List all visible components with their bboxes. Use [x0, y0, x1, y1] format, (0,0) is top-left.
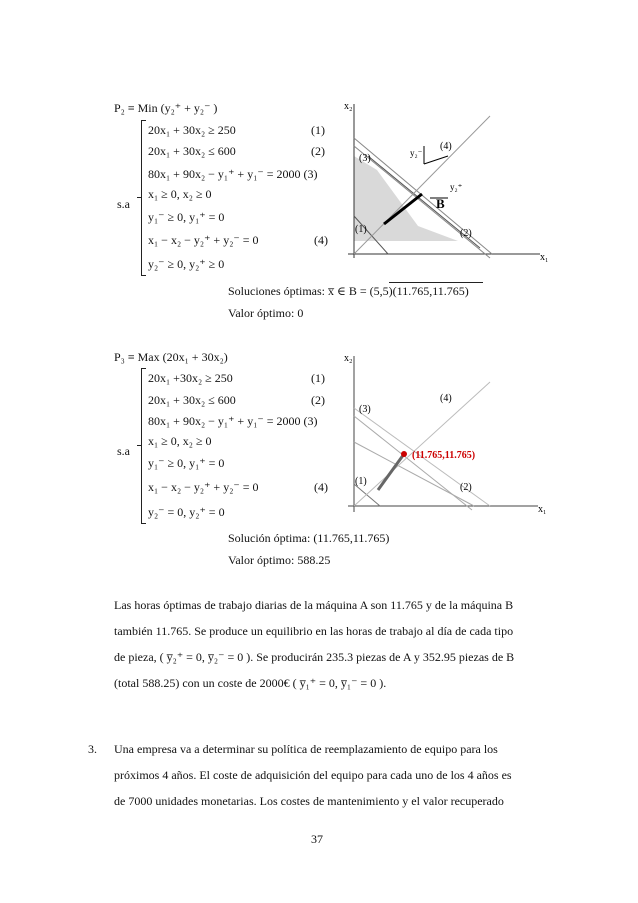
p3-graph-label-3: (3): [359, 404, 371, 415]
p3-constraint-6-tag: (4): [314, 480, 328, 494]
p2-solution: Soluciones óptimas: x̅ ∈ B = (5,5)(11.765,11.765): [228, 284, 469, 298]
p3-graph-axis-y: x₂: [344, 353, 353, 364]
paragraph-line: de pieza, ( y̅₂⁺ = 0, y̅₂⁻ = 0 ). Se producirán 235.3 piezas de A y 352.95 piezas de B: [114, 650, 515, 664]
p2-constraint-3: 80x₁ + 90x₂ − y₁⁺ + y₁⁻ = 2000 (3): [148, 167, 318, 181]
p2-graph-label-1: (1): [355, 224, 367, 235]
conclusion-paragraph: [114, 592, 550, 696]
p2-graph-vector-y2m: y₂⁻: [410, 148, 423, 158]
p2-optimal-value: Valor óptimo: 0: [228, 306, 304, 320]
p3-st-label: s.a: [117, 444, 130, 458]
p2-graph-label-3: (3): [359, 153, 371, 164]
p2-graph-label-4: (4): [440, 141, 452, 152]
p3-graph: [340, 350, 555, 520]
p2-constraint-6-tag: (4): [314, 233, 328, 247]
p2-st-label: s.a: [117, 197, 130, 211]
p3-constraint-2-tag: (2): [311, 393, 325, 407]
item-3-number: 3.: [88, 742, 97, 756]
p3-optimal-point: [401, 451, 407, 457]
p3-constraint-7: y₂⁻ = 0, y₂⁺ = 0: [148, 505, 225, 519]
p3-solution: Solución óptima: (11.765,11.765): [228, 531, 390, 545]
p3-constraint-4: x₁ ≥ 0, x₂ ≥ 0: [148, 434, 212, 448]
p3-optimal-value: Valor óptimo: 588.25: [228, 553, 331, 567]
p2-graph: [340, 98, 555, 268]
p2-constraint-6: x₁ − x₂ − y₂⁺ + y₂⁻ = 0: [148, 233, 259, 247]
p3-brace: [141, 368, 142, 524]
p3-constraint-5: y₁⁻ ≥ 0, y₁⁺ = 0: [148, 456, 225, 470]
p3-graph-axis-x: x₁: [538, 504, 547, 515]
item-3-line: Una empresa va a determinar su política de reemplazamiento de equipo para los: [114, 742, 498, 756]
p2-constraint-2-tag: (2): [311, 144, 325, 158]
p3-title: P₃ ≡ Max (20x₁ + 30x₂): [114, 350, 228, 364]
p2-constraint-7: y₂⁻ ≥ 0, y₂⁺ ≥ 0: [148, 257, 225, 271]
p3-constraint-6: x₁ − x₂ − y₂⁺ + y₂⁻ = 0: [148, 480, 259, 494]
p3-constraint-1-tag: (1): [311, 371, 325, 385]
p2-constraint-4: x₁ ≥ 0, x₂ ≥ 0: [148, 187, 212, 201]
item-3-text: [114, 736, 550, 814]
item-3-line: de 7000 unidades monetarias. Los costes de mantenimiento y el valor recuperado: [114, 794, 504, 808]
paragraph-line: Las horas óptimas de trabajo diarias de la máquina A son 11.765 y de la máquina B: [114, 598, 514, 612]
item-3-line: próximos 4 años. El coste de adquisición del equipo para cada uno de los 4 años es: [114, 768, 512, 782]
paragraph-line: también 11.765. Se produce un equilibrio en las horas de trabajo al día de cada tipo: [114, 624, 514, 638]
p3-graph-label-2: (2): [460, 482, 472, 493]
p3-segment: [378, 454, 404, 490]
p3-constraint-2: 20x₁ + 30x₂ ≤ 600: [148, 393, 236, 407]
p3-graph-point-label: (11.765,11.765): [412, 450, 476, 461]
p2-constraint-5: y₁⁻ ≥ 0, y₁⁺ = 0: [148, 210, 225, 224]
p2-constraint-2: 20x₁ + 30x₂ ≤ 600: [148, 144, 236, 158]
p2-graph-vector-y2p: y₂⁺: [450, 182, 463, 192]
page-number: 37: [311, 832, 323, 846]
p2-brace: [141, 120, 142, 276]
p3-constraint-1: 20x₁ +30x₂ ≥ 250: [148, 371, 233, 385]
p2-title: P₂ ≡ Min (y₂⁺ + y₂⁻ ): [114, 101, 218, 115]
p3-graph-label-4: (4): [440, 393, 452, 404]
p3-graph-label-1: (1): [355, 476, 367, 487]
p2-constraint-1-tag: (1): [311, 123, 325, 137]
p2-graph-label-B: B: [436, 196, 445, 211]
p2-solution-overline: [389, 282, 483, 283]
p2-graph-axis-x: x₁: [540, 252, 549, 263]
p2-graph-axis-y: x₂: [344, 101, 353, 112]
p2-constraint-1: 20x₁ + 30x₂ ≥ 250: [148, 123, 236, 137]
p2-graph-label-2: (2): [460, 228, 472, 239]
paragraph-line: (total 588.25) con un coste de 2000€ ( y̅₁⁺ = 0, y̅₁⁻ = 0 ).: [114, 676, 387, 690]
p3-constraint-3: 80x₁ + 90x₂ − y₁⁺ + y₁⁻ = 2000 (3): [148, 414, 318, 428]
